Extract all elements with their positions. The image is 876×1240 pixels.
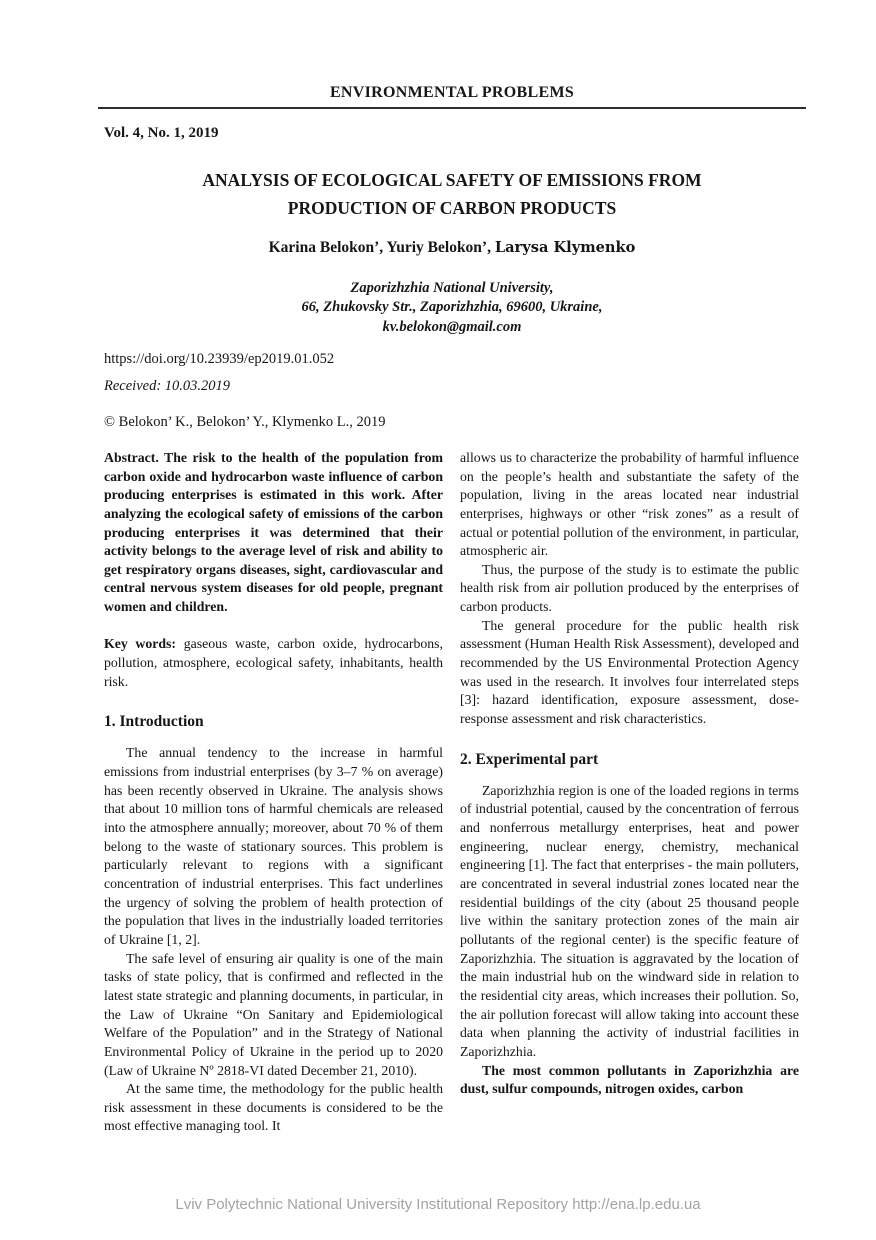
article-title-line2: PRODUCTION OF CARBON PRODUCTS [287,198,617,218]
right-column [460,449,799,1136]
affiliation-email: kv.belokon@gmail.com [382,318,522,335]
introduction-paragraph-3: At the same time, the methodology for the public health risk assessment in these documents is considered to be the most effective managing tool. It [104,1081,443,1134]
introduction-paragraph-3-continuation: allows us to characterize the probability of harmful influence on the people’s health and substantiate the safety of the population, living in the areas located near industrial enterprises, highways or other “risk zones” as a result of actual or potential pollution of the environment, in particular, atmospheric air. [460,449,799,559]
introduction-paragraph-2: The safe level of ensuring air quality is one of the main tasks of state policy, that is confirmed and reflected in the latest state strategic and planning documents, in particular, in the Law of Ukraine “On Sanitary and Epidemiological Welfare of the Population” and in the Strategy of National Environmental Policy of Ukraine in the period up to 2020 (Law of Ukraine Nº 2818-VI dated December 21, 2010). [104,950,443,1078]
abstract-label: Abstract. [104,449,159,465]
repository-footer-label: Lviv Polytechnic National University Institutional Repository [175,1196,573,1213]
article-title [104,166,800,222]
header-rule [98,107,806,109]
doi-link[interactable]: https://doi.org/10.23939/ep2019.01.052 [104,350,335,367]
repository-footer [0,1196,876,1213]
introduction-paragraph-1: The annual tendency to the increase in harmful emissions from industrial enterprises (by 3–7 % on average) has been recently observed in Ukraine. The analysis shows that about 10 million tons of harmful chemicals are released into the atmosphere annually; moreover, about 70 % of them belong to the waste of stationary sources. This problem is particularly relevant to regions with a significant concentration of industrial enterprises. This fact underlines the urgency of solving the problem of health protection of the population that lives in the industrially loaded territories of Ukraine [1, 2]. [104,745,443,947]
introduction-paragraph-5: The general procedure for the public health risk assessment (Human Health Risk Assessment), developed and recommended by the US Environmental Protection Agency was used in the research. It involves four interrelated steps [3]: hazard identification, exposure assessment, dose-response assessment and risk characteristics. [460,617,799,727]
affiliation-address: 66, Zhukovsky Str., Zaporizhzhia, 69600, Ukraine, [301,299,603,316]
abstract-paragraph [104,449,443,617]
affiliation-institution: Zaporizhzhia National University, [350,280,554,296]
left-column [104,449,443,1136]
authors-names: Karina Belokon’, Yuriy Belokon’, [268,239,491,256]
volume-issue: Vol. 4, No. 1, 2019 [104,125,219,141]
authors-line [104,238,800,257]
abstract-text: The risk to the health of the population from carbon oxide and hydrocarbon waste influence of carbon producing enterprises is estimated in this work. After analyzing the ecological safety of emissions of the carbon producing enterprises it was determined that their activity belongs to the average level of risk and ability to get respiratory organs diseases, sight, cardiovascular and central nervous system diseases for old people, pregnant women and children. [104,449,444,615]
keywords-paragraph [104,635,443,691]
repository-footer-url[interactable]: http://ena.lp.edu.ua [572,1196,701,1213]
article-title-line1: ANALYSIS OF ECOLOGICAL SAFETY OF EMISSIONS FROM [202,170,702,190]
section-heading-experimental: 2. Experimental part [460,750,599,768]
two-column-body [104,449,800,1136]
author-name-klymenko: Larysa Klymenko [494,239,636,256]
experimental-paragraph-2-bold: The most common pollutants in Zaporizhzhia are dust, sulfur compounds, nitrogen oxides, carbon [460,1062,799,1097]
experimental-paragraph-1: Zaporizhzhia region is one of the loaded regions in terms of industrial potential, caused by the concentration of ferrous and nonferrous metallurgy enterprises, heat and power engineering, nuclear energy, chemistry, mechanical engineering [1]. The fact that enterprises - the main polluters, are concentrated in several industrial zones located near the residential buildings of the city (about 25 thousand people live within the sanitary protection zones of the main air pollutants of the regional center) is the specific feature of Zaporizhzhia. The situation is aggravated by the location of the main industrial hub on the windward side in relation to the residential city areas, which increases their pollution. So, the air pollution forecast will allow taking into account these data when planning the activity of industrial facilities in Zaporizhzhia. [460,782,799,1059]
journal-running-head: ENVIRONMENTAL PROBLEMS [329,84,575,101]
section-heading-introduction: 1. Introduction [104,713,204,731]
affiliation-block [104,279,800,337]
page-content [104,0,800,1136]
introduction-paragraph-4: Thus, the purpose of the study is to estimate the public health risk from air pollution produced by the enterprises of carbon products. [460,561,799,615]
keywords-label: Key words: [104,636,177,652]
keywords-text: gaseous waste, carbon oxide, hydrocarbons, pollution, atmosphere, ecological safety, inhabitants, health risk. [104,636,444,689]
received-date: Received: 10.03.2019 [104,377,231,394]
copyright-line: © Belokon’ K., Belokon’ Y., Klymenko L., 2019 [104,413,386,430]
